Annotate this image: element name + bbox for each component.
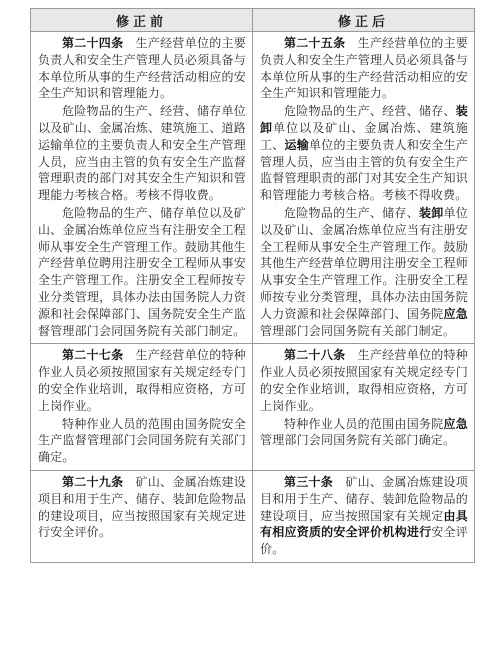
before-cell: [31, 470, 253, 562]
after-cell: [253, 32, 475, 344]
amended-text: 装卸: [260, 104, 468, 135]
before-cell: [31, 344, 253, 471]
article-number: 第三十条: [284, 474, 334, 489]
table-row: [31, 32, 475, 344]
paragraph-text: 单位的主要负责人和安全生产管理人员，应当由主管的负有安全生产监督管理职责的部门对其安全生产知识和管理能力考核合格。考核不得收费。: [260, 137, 469, 203]
amended-text: 应急: [443, 306, 468, 321]
after-cell: [253, 344, 475, 471]
amended-text: 应急: [443, 416, 468, 431]
paragraph-text: 生产经营单位的主要负责人和安全生产管理人员必须具备与本单位所从事的生产经营活动相应的安全生产知识和管理能力。: [38, 36, 246, 101]
comparison-table: [30, 8, 475, 563]
article-number: 第二十九条: [62, 474, 124, 489]
article-paragraph: [38, 103, 246, 204]
article-number: 第二十七条: [62, 348, 124, 363]
after-cell: [253, 470, 475, 562]
paragraph-text: 危险物品的生产、经营、储存单位以及矿山、金属冶炼、建筑施工、道路运输单位的主要负责人和安全生产管理人员，应当由主管的负有安全生产监督管理职责的部门对其安全生产知识和管理能力考核合格。考核不得收费。: [38, 104, 246, 203]
amended-text: 运输: [284, 137, 309, 152]
paragraph-text: 管理部门会同国务院有关部门制定。: [260, 323, 456, 338]
article-paragraph: [260, 474, 468, 558]
article-paragraph: [38, 205, 246, 339]
amended-text: 由具有相应资质的安全评价机构进行: [260, 508, 468, 540]
amended-text: 装卸: [418, 205, 444, 220]
paragraph-text: 危险物品的生产、储存单位以及矿山、金属冶炼单位应当有注册安全工程师从事安全生产管理工作。鼓励其他生产经营单位聘用注册安全工程师从事安全生产管理工作。注册安全工程师按专业分类管理，具体办法由国务院人力资源和社会保障部门、国务院安全生产监督管理部门会同国务院有关部门制定。: [38, 205, 246, 338]
article-paragraph: [260, 205, 468, 339]
article-paragraph: [38, 347, 246, 414]
paragraph-text: 单位以及矿山、金属冶炼、建筑施工、: [260, 120, 468, 152]
table-row: [31, 470, 475, 562]
article-paragraph: [260, 347, 468, 414]
paragraph-text: 危险物品的生产、经营、储存、: [284, 104, 456, 119]
paragraph-text: 特种作业人员的范围由国务院安全生产监督管理部门会同国务院有关部门确定。: [38, 416, 246, 465]
header-before: 修正前: [31, 9, 253, 32]
paragraph-text: 特种作业人员的范围由国务院: [284, 416, 444, 431]
article-number: 第二十五条: [284, 36, 346, 50]
paragraph-text: 安全评价。: [260, 525, 468, 557]
paragraph-text: 管理部门会同国务院有关部门确定。: [260, 433, 456, 448]
paragraph-text: 生产经营单位的特种作业人员必须按照国家有关规定经专门的安全作业培训，取得相应资格，方可上岗作业。: [38, 348, 246, 413]
article-paragraph: [260, 103, 468, 204]
article-paragraph: [38, 35, 246, 102]
header-after: 修正后: [253, 9, 475, 32]
paragraph-text: 危险物品的生产、储存、: [284, 205, 419, 220]
article-paragraph: [38, 474, 246, 541]
paragraph-text: 单位以及矿山、金属冶炼单位应当有注册安全工程师从事安全生产管理工作。鼓励其他生产经营单位聘用注册安全工程师从事安全生产管理工作。注册安全工程师按专业分类管理，具体办法由国务院人力资源和社会保障部门、国务院: [260, 205, 469, 321]
header-row: [31, 9, 475, 32]
article-paragraph: [260, 35, 468, 102]
article-paragraph: [260, 416, 468, 450]
article-number: 第二十四条: [62, 36, 124, 50]
table-row: [31, 344, 475, 471]
paragraph-text: 生产经营单位的主要负责人和安全生产管理人员必须具备与本单位所从事的生产经营活动相应的安全生产知识和管理能力。: [260, 36, 468, 101]
before-cell: [31, 32, 253, 344]
article-paragraph: [38, 416, 246, 466]
article-number: 第二十八条: [284, 348, 346, 363]
paragraph-text: 矿山、金属冶炼建设项目和用于生产、储存、装卸危险物品的建设项目，应当按照国家有关规定进行安全评价。: [38, 474, 246, 540]
paragraph-text: 生产经营单位的特种作业人员必须按照国家有关规定经专门的安全作业培训，取得相应资格，方可上岗作业。: [260, 348, 468, 413]
paragraph-text: 矿山、金属冶炼建设项目和用于生产、储存、装卸危险物品的建设项目，应当按照国家有关规定: [260, 474, 468, 523]
